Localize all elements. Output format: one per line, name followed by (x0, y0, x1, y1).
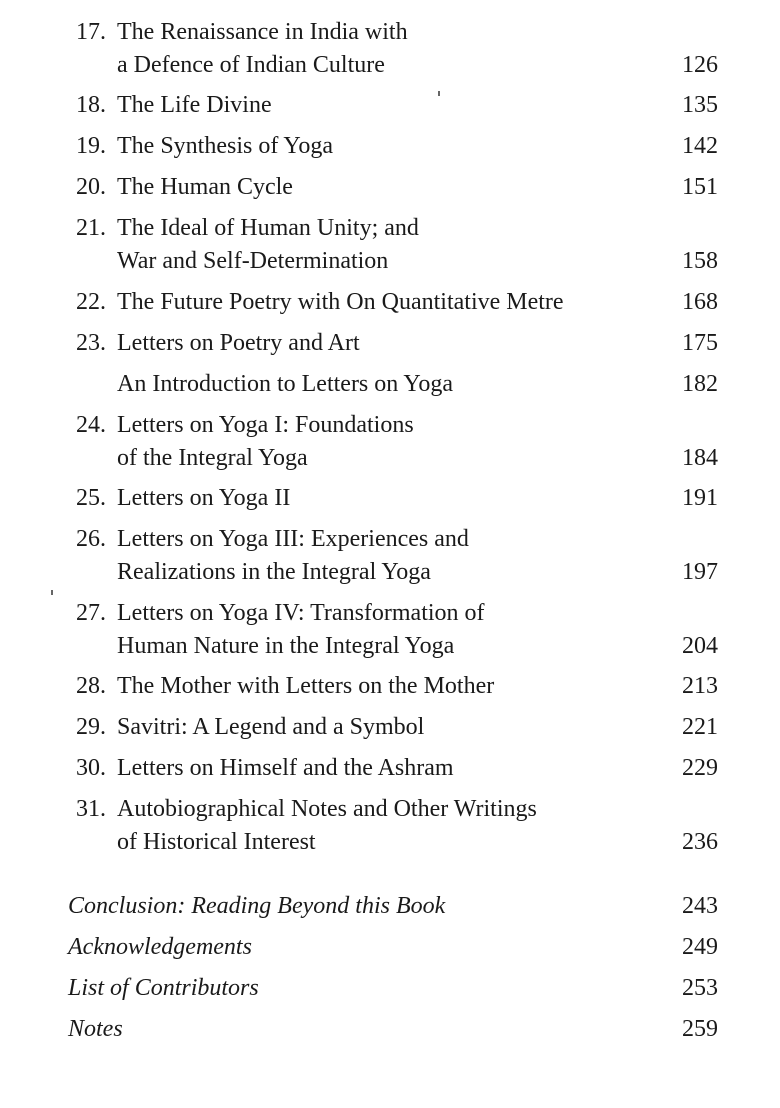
chapter-title (117, 89, 272, 121)
toc-entry[interactable] (0, 409, 780, 482)
page-number: 182 (682, 371, 718, 397)
page-number: 253 (682, 975, 718, 1001)
page-number: 151 (682, 174, 718, 200)
chapter-title-line: An Introduction to Letters on Yoga (117, 371, 453, 397)
toc-entry[interactable] (0, 482, 780, 514)
chapter-title-line: War and Self-Determination (117, 248, 389, 274)
chapter-number: 24. (76, 412, 106, 438)
chapter-number: 27. (76, 600, 106, 626)
toc-entry[interactable] (0, 286, 780, 318)
page-number: 142 (682, 133, 718, 159)
page-number: 191 (682, 485, 718, 511)
toc-entry[interactable] (0, 670, 780, 702)
chapter-title (117, 711, 424, 743)
toc-entry[interactable] (0, 793, 780, 866)
toc-entry[interactable] (0, 523, 780, 596)
chapter-number: 22. (76, 289, 106, 315)
toc-entry[interactable] (0, 597, 780, 670)
back-matter-title: Acknowledgements (68, 934, 252, 960)
page-number: 213 (682, 673, 718, 699)
chapter-number: 28. (76, 673, 106, 699)
chapter-number: 25. (76, 485, 106, 511)
chapter-number: 30. (76, 755, 106, 781)
chapter-title-line: of Historical Interest (117, 829, 316, 855)
page-number: 175 (682, 330, 718, 356)
chapter-title-line: The Ideal of Human Unity; and (117, 215, 419, 241)
chapter-title-line: Autobiographical Notes and Other Writings (117, 796, 537, 822)
chapter-number: 29. (76, 714, 106, 740)
chapter-title (117, 670, 494, 702)
page-number: 259 (682, 1016, 718, 1042)
chapter-title (117, 409, 414, 474)
chapter-title-line: The Synthesis of Yoga (117, 133, 334, 159)
chapter-title (117, 16, 408, 81)
chapter-title (117, 597, 485, 662)
chapter-title-line: a Defence of Indian Culture (117, 52, 385, 78)
print-speck (51, 590, 53, 595)
page-number: 126 (682, 52, 718, 78)
chapter-title (117, 752, 454, 784)
toc-entry[interactable] (0, 89, 780, 121)
chapter-title (117, 793, 537, 858)
chapter-number: 20. (76, 174, 106, 200)
chapter-number: 31. (76, 796, 106, 822)
chapter-title-line: Letters on Yoga IV: Transformation of (117, 600, 485, 626)
chapter-title (117, 368, 453, 400)
chapter-title-line: Letters on Poetry and Art (117, 330, 360, 356)
page-number: 204 (682, 633, 718, 659)
chapter-title-line: Savitri: A Legend and a Symbol (117, 714, 425, 740)
chapter-title-line: of the Integral Yoga (117, 445, 308, 471)
toc-entry[interactable] (0, 130, 780, 162)
toc-entry[interactable] (0, 368, 780, 400)
toc-entry[interactable] (0, 171, 780, 203)
page-number: 221 (682, 714, 718, 740)
chapter-number: 19. (76, 133, 106, 159)
chapter-title-line: Letters on Himself and the Ashram (117, 755, 454, 781)
chapter-number: 17. (76, 19, 106, 45)
chapter-title-line: Letters on Yoga III: Experiences and (117, 526, 469, 552)
page-number: 229 (682, 755, 718, 781)
chapter-title (117, 212, 419, 277)
toc-entry[interactable] (0, 711, 780, 743)
page-number: 158 (682, 248, 718, 274)
toc-entry[interactable] (0, 327, 780, 359)
toc-entry[interactable] (0, 212, 780, 285)
page-number: 236 (682, 829, 718, 855)
chapter-title-line: Letters on Yoga I: Foundations (117, 412, 414, 438)
chapter-title (117, 171, 293, 203)
chapter-number: 18. (76, 92, 106, 118)
back-matter-title: Conclusion: Reading Beyond this Book (68, 893, 446, 919)
page-number: 184 (682, 445, 718, 471)
page-number: 135 (682, 92, 718, 118)
toc-entry[interactable] (0, 752, 780, 784)
back-matter-title: List of Contributors (68, 975, 259, 1001)
chapter-title (117, 286, 564, 318)
chapter-title-line: The Renaissance in India with (117, 19, 408, 45)
chapter-title (117, 130, 333, 162)
chapter-title-line: The Life Divine (117, 92, 272, 118)
page-number: 168 (682, 289, 718, 315)
toc-entry[interactable] (0, 16, 780, 89)
chapter-number: 21. (76, 215, 106, 241)
chapter-title-line: The Mother with Letters on the Mother (117, 673, 495, 699)
chapter-title-line: Human Nature in the Integral Yoga (117, 633, 455, 659)
chapter-title-line: Realizations in the Integral Yoga (117, 559, 431, 585)
print-speck (438, 91, 440, 96)
page-number: 243 (682, 893, 718, 919)
chapter-title (117, 482, 290, 514)
chapter-number: 26. (76, 526, 106, 552)
chapter-title (117, 523, 469, 588)
chapter-title (117, 327, 360, 359)
chapter-title-line: The Human Cycle (117, 174, 293, 200)
back-matter-title: Notes (68, 1016, 123, 1042)
page-number: 249 (682, 934, 718, 960)
page-number: 197 (682, 559, 718, 585)
chapter-title-line: Letters on Yoga II (117, 485, 291, 511)
chapter-number: 23. (76, 330, 106, 356)
chapter-title-line: The Future Poetry with On Quantitative Metre (117, 289, 564, 315)
